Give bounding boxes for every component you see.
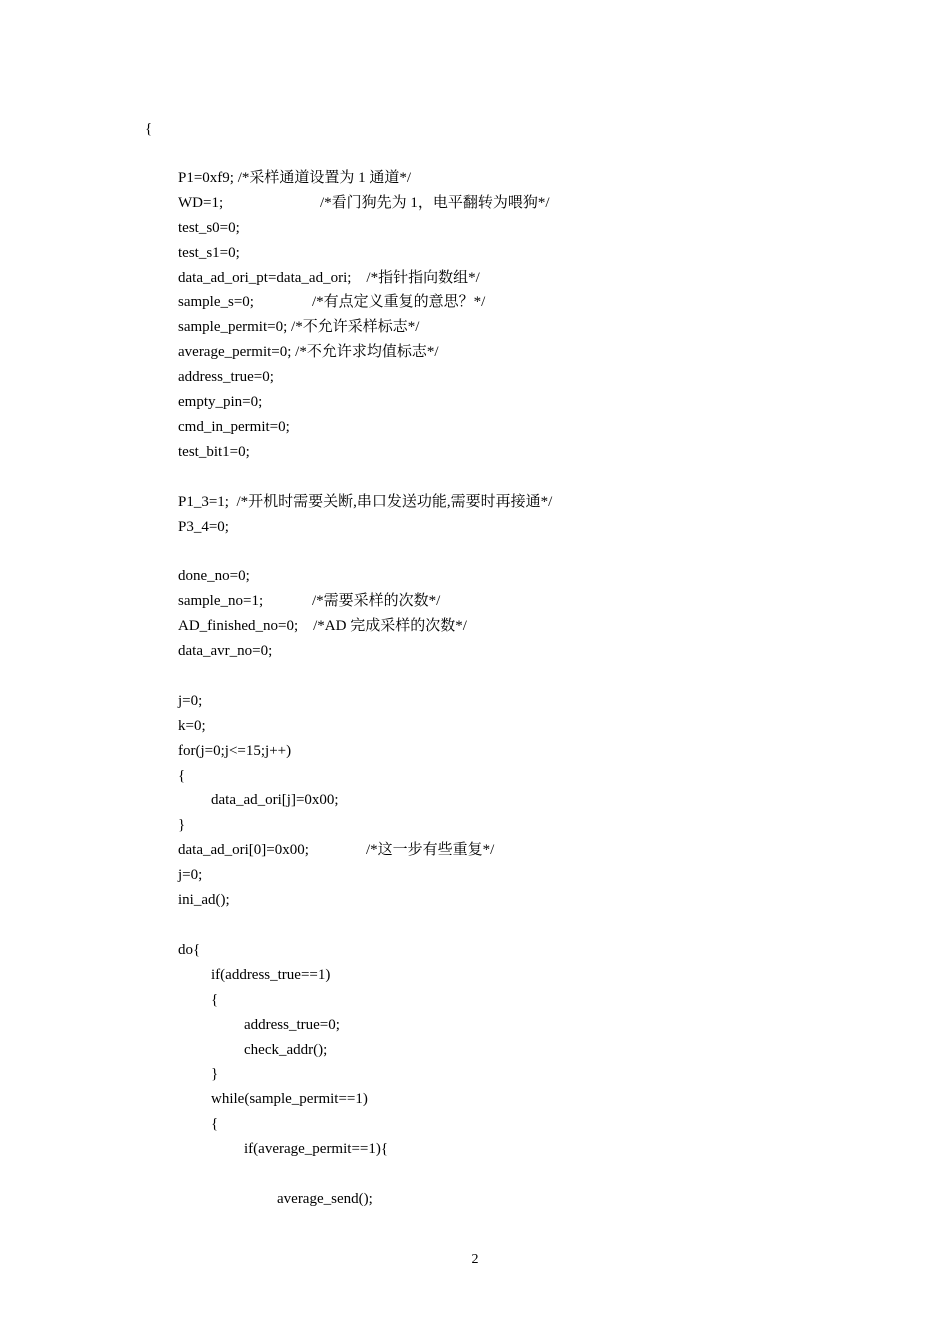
- code-line: if(address_true==1): [211, 967, 331, 983]
- code-line: }: [211, 1066, 219, 1082]
- code-line: address_true=0;: [178, 369, 274, 385]
- code-line: done_no=0;: [178, 568, 250, 584]
- code-line: sample_permit=0; /*不允许采样标志*/: [178, 319, 420, 335]
- code-line: data_ad_ori_pt=data_ad_ori; /*指针指向数组*/: [178, 270, 480, 286]
- code-line: cmd_in_permit=0;: [178, 419, 290, 435]
- code-line: data_ad_ori[0]=0x00;: [178, 842, 309, 858]
- code-line: k=0;: [178, 718, 206, 734]
- code-line: sample_no=1;: [178, 593, 264, 609]
- code-line: if(average_permit==1){: [244, 1141, 389, 1157]
- code-comment: /*看门狗先为 1，电平翻转为喂狗*/: [320, 195, 550, 211]
- code-line: {: [211, 1116, 219, 1132]
- code-line: {: [211, 992, 219, 1008]
- code-line: average_send();: [277, 1191, 373, 1207]
- code-line: while(sample_permit==1): [211, 1091, 368, 1107]
- code-line: data_avr_no=0;: [178, 643, 273, 659]
- code-line: sample_s=0;: [178, 294, 254, 310]
- page-number: 2: [471, 1252, 479, 1267]
- code-line: ini_ad();: [178, 892, 230, 908]
- code-line: address_true=0;: [244, 1017, 340, 1033]
- code-line: data_ad_ori[j]=0x00;: [211, 792, 339, 808]
- code-line: AD_finished_no=0; /*AD 完成采样的次数*/: [178, 618, 467, 634]
- code-line: for(j=0;j<=15;j++): [178, 743, 292, 759]
- code-line: P3_4=0;: [178, 519, 229, 535]
- code-line: j=0;: [178, 693, 203, 709]
- code-line: test_s1=0;: [178, 245, 240, 261]
- code-line: check_addr();: [244, 1042, 328, 1058]
- code-line: test_s0=0;: [178, 220, 240, 236]
- code-line: empty_pin=0;: [178, 394, 263, 410]
- code-line: average_permit=0; /*不允许求均值标志*/: [178, 344, 439, 360]
- code-line: P1=0xf9; /*采样通道设置为 1 通道*/: [178, 170, 412, 186]
- code-comment: /*这一步有些重复*/: [366, 842, 495, 858]
- code-line: test_bit1=0;: [178, 444, 250, 460]
- code-line: do{: [178, 942, 201, 958]
- code-line: {: [145, 121, 153, 137]
- code-line: j=0;: [178, 867, 203, 883]
- code-line: {: [178, 768, 186, 784]
- code-line: }: [178, 817, 186, 833]
- code-line: WD=1;: [178, 195, 224, 211]
- code-line: P1_3=1; /*开机时需要关断,串口发送功能,需要时再接通*/: [178, 494, 553, 510]
- code-comment: /*有点定义重复的意思？*/: [312, 294, 486, 310]
- code-comment: /*需要采样的次数*/: [312, 593, 441, 609]
